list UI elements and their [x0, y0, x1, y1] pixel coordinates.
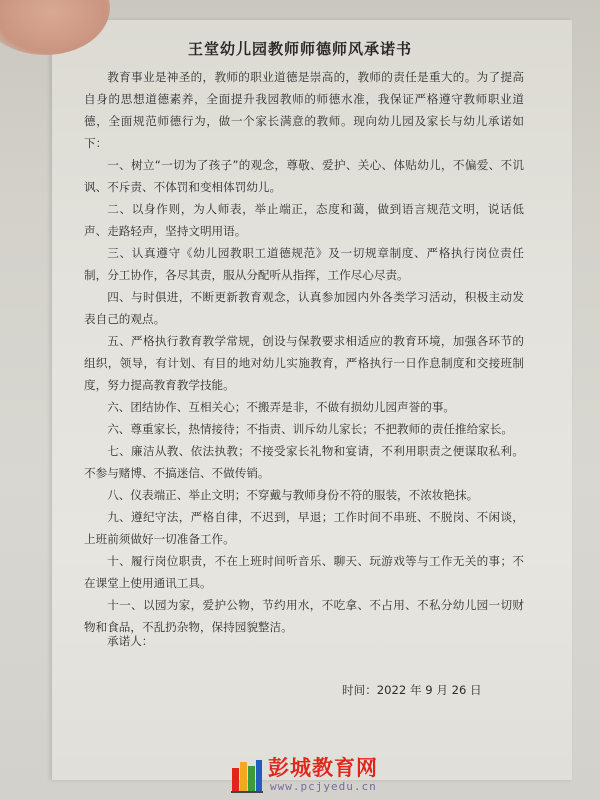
colored-books-logo-icon — [230, 754, 264, 794]
signer-label: 承诺人： — [107, 634, 154, 648]
paragraph-item-8: 八、仪表端正、举止文明；不穿戴与教师身份不符的服装，不浓妆艳抹。 — [107, 488, 479, 502]
watermark-site-name: 彭城教育网 — [268, 756, 378, 780]
paragraph-item-2: 二、以身作则，为人师表，举止端正，态度和蔼，做到语言规范文明，说话低声、走路轻声，坚持文明用语。 — [84, 202, 524, 238]
paragraph-intro: 教育事业是神圣的，教师的职业道德是崇高的，教师的责任是重大的。为了提高自身的思想道德素养，全面提升我园教师的师德水准，我保证严格遵守教师职业道德，全面规范师德行为，做一个家长满意的教师。现向幼儿园及家长与幼儿承诺如下： — [84, 70, 524, 150]
paragraph-item-10: 十、履行岗位职责，不在上班时间听音乐、聊天、玩游戏等与工作无关的事；不在课堂上使用通讯工具。 — [84, 554, 524, 590]
paragraph-item-6a: 六、团结协作、互相关心；不搬弄是非，不做有损幼儿园声誉的事。 — [107, 400, 456, 414]
paragraph-item-3: 三、认真遵守《幼儿园教职工道德规范》及一切规章制度、严格执行岗位责任制，分工协作，各尽其责，服从分配听从指挥，工作尽心尽责。 — [84, 246, 524, 282]
paragraph-item-11: 十一、以园为家，爱护公物，节约用水，不吃拿、不占用、不私分幼儿园一切财物和食品，不乱扔杂物，保持园貌整洁。 — [84, 598, 524, 634]
paragraph-item-9: 九、遵纪守法，严格自律，不迟到，早退；工作时间不串班、不脱岗、不闲谈，上班前须做好一切准备工作。 — [84, 510, 524, 546]
document-body — [84, 66, 524, 638]
watermark-url: www.pcjyedu.cn — [270, 780, 377, 793]
paragraph-item-6b: 六、尊重家长，热情接待；不指责、训斥幼儿家长；不把教师的责任推给家长。 — [107, 422, 513, 436]
date-line: 时间：2022 年 9 月 26 日 — [342, 683, 482, 697]
document-title: 王堂幼儿园教师师德师风承诺书 — [187, 40, 412, 58]
site-watermark — [230, 752, 390, 796]
paragraph-item-1: 一、树立“一切为了孩子”的观念，尊敬、爱护、关心、体贴幼儿，不偏爱、不讥讽、不斥责、不体罚和变相体罚幼儿。 — [84, 158, 524, 194]
paragraph-item-7: 七、廉洁从教、依法执教；不接受家长礼物和宴请，不利用职责之便谋取私利。不参与赌博、不搞迷信、不做传销。 — [84, 444, 524, 480]
paragraph-item-4: 四、与时俱进，不断更新教育观念，认真参加园内外各类学习活动，积极主动发表自己的观点。 — [84, 290, 524, 326]
paragraph-item-5: 五、严格执行教育教学常规，创设与保教要求相适应的教育环境，加强各环节的组织，领导，有计划、有目的地对幼儿实施教育，严格执行一日作息制度和交接班制度，努力提高教育教学技能。 — [84, 334, 524, 392]
